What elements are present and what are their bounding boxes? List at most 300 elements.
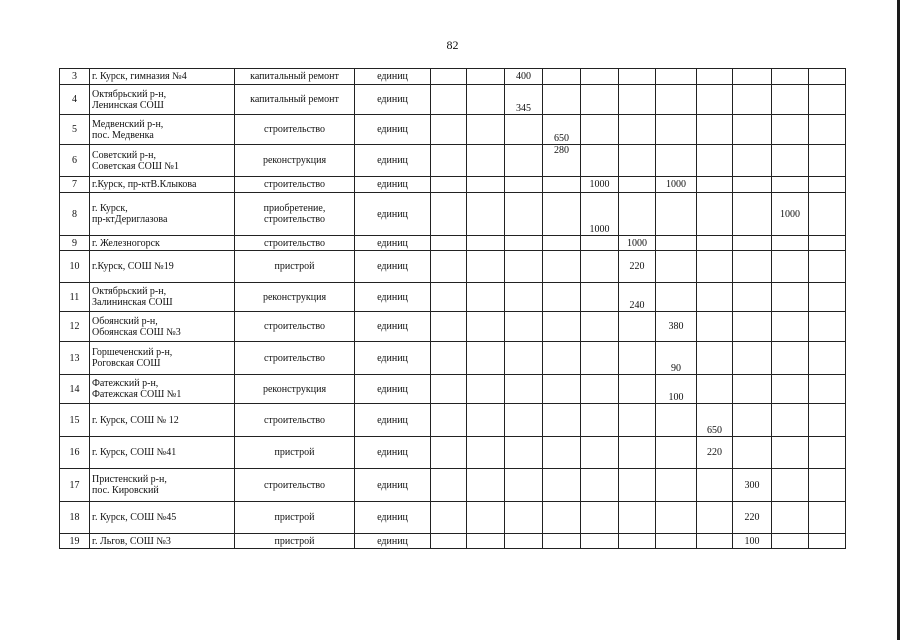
value-cell <box>467 283 505 312</box>
value-cell <box>697 85 733 115</box>
table-row <box>60 236 846 251</box>
value-cell <box>772 115 809 145</box>
value-cell <box>809 283 846 312</box>
object-name-cell <box>90 177 235 193</box>
value-cell: 240 <box>619 283 656 312</box>
value-cell <box>733 85 772 115</box>
value-cell <box>697 145 733 177</box>
cell-text-line: г.Курск, СОШ №19 <box>92 261 174 272</box>
value-cell <box>772 469 809 502</box>
value-cell <box>431 177 467 193</box>
value-cell <box>431 193 467 236</box>
value-cell <box>505 437 543 469</box>
row-number-cell: 16 <box>60 437 90 469</box>
value-cell: 90 <box>656 342 697 375</box>
cell-text-line: капитальный ремонт <box>250 71 339 82</box>
cell-text-line: Обоянский р-н, <box>92 315 158 327</box>
value-cell <box>809 342 846 375</box>
work-type-cell <box>235 69 355 85</box>
value-cell <box>656 145 697 177</box>
cell-text-line: г. Курск, гимназия №4 <box>92 71 187 82</box>
row-number-cell: 18 <box>60 502 90 534</box>
value-cell <box>733 404 772 437</box>
unit-cell: единиц <box>355 469 431 502</box>
value-cell <box>619 115 656 145</box>
object-name-cell <box>90 193 235 236</box>
value-cell <box>656 193 697 236</box>
cell-text-line: г. Льгов, СОШ №3 <box>92 535 171 547</box>
cell-text-line: строительство <box>263 214 326 225</box>
cell-text-line: строительство <box>263 179 326 190</box>
table-row <box>60 85 846 115</box>
value-cell <box>772 375 809 404</box>
value-cell <box>733 437 772 469</box>
value-cell <box>581 115 619 145</box>
value-cell <box>656 469 697 502</box>
value-cell <box>431 69 467 85</box>
unit-cell: единиц <box>355 375 431 404</box>
work-type-cell <box>235 193 355 236</box>
value-cell <box>619 342 656 375</box>
cell-text-line: Фатежская СОШ №1 <box>92 389 182 400</box>
value-cell <box>543 375 581 404</box>
cell-text-line: Фатежский р-н, <box>92 378 159 389</box>
unit-cell: единиц <box>355 236 431 251</box>
row-number-cell: 19 <box>60 534 90 549</box>
page-number: 82 <box>446 38 459 52</box>
value-cell <box>656 437 697 469</box>
value-cell <box>619 437 656 469</box>
value-cell: 100 <box>656 375 697 404</box>
value-cell: 1000 <box>619 236 656 251</box>
value-cell <box>467 437 505 469</box>
row-number-cell: 6 <box>60 145 90 177</box>
value-cell <box>581 404 619 437</box>
value-cell: 220 <box>619 251 656 283</box>
cell-text-line: приобретение, <box>263 203 326 214</box>
unit-cell: единиц <box>355 251 431 283</box>
value-cell <box>733 283 772 312</box>
value-cell <box>543 469 581 502</box>
value-cell <box>467 251 505 283</box>
value-cell <box>772 404 809 437</box>
value-cell <box>505 193 543 236</box>
cell-text-line: Советский р-н, <box>92 149 156 161</box>
value-cell: 220 <box>733 502 772 534</box>
work-type-cell <box>235 312 355 342</box>
cell-text-line: пристрой <box>274 261 315 272</box>
value-cell: 280 <box>543 145 581 177</box>
value-cell <box>619 534 656 549</box>
value-cell <box>656 404 697 437</box>
value-cell <box>581 502 619 534</box>
table-row <box>60 251 846 283</box>
cell-text-line: строительство <box>263 237 326 249</box>
value-cell <box>431 437 467 469</box>
value-cell <box>581 145 619 177</box>
cell-text-line: Залининская СОШ <box>92 297 173 308</box>
value-cell <box>467 404 505 437</box>
value-cell <box>772 312 809 342</box>
value-cell: 1000 <box>581 193 619 236</box>
row-number-cell: 5 <box>60 115 90 145</box>
value-cell: 345 <box>505 85 543 115</box>
table-row <box>60 342 846 375</box>
value-cell <box>733 375 772 404</box>
value-cell <box>697 177 733 193</box>
value-cell <box>431 236 467 251</box>
object-name-cell <box>90 283 235 312</box>
value-cell <box>431 85 467 115</box>
cell-text-line: реконструкция <box>262 155 327 166</box>
work-type-cell <box>235 342 355 375</box>
value-cell <box>733 145 772 177</box>
value-cell <box>656 85 697 115</box>
cell-text-line: строительство <box>263 479 326 491</box>
value-cell <box>431 283 467 312</box>
cell-text-line: Октябрьский р-н, <box>92 88 167 100</box>
value-cell <box>733 236 772 251</box>
value-cell <box>809 502 846 534</box>
value-cell <box>467 69 505 85</box>
value-cell <box>619 469 656 502</box>
table-row <box>60 177 846 193</box>
value-cell <box>656 283 697 312</box>
value-cell <box>505 145 543 177</box>
cell-text-line: строительство <box>263 321 326 332</box>
value-cell <box>733 251 772 283</box>
unit-cell: единиц <box>355 283 431 312</box>
value-cell <box>656 534 697 549</box>
value-cell <box>581 236 619 251</box>
value-cell <box>467 342 505 375</box>
value-cell <box>431 404 467 437</box>
cell-text-line: г. Курск, СОШ №45 <box>92 512 177 523</box>
row-number-cell: 12 <box>60 312 90 342</box>
value-cell <box>809 375 846 404</box>
value-cell <box>697 375 733 404</box>
value-cell <box>467 375 505 404</box>
table-row <box>60 115 846 145</box>
value-cell <box>619 145 656 177</box>
value-cell: 400 <box>505 69 543 85</box>
unit-cell: единиц <box>355 177 431 193</box>
value-cell <box>543 69 581 85</box>
value-cell <box>697 115 733 145</box>
work-type-cell <box>235 236 355 251</box>
table-row <box>60 437 846 469</box>
value-cell <box>733 342 772 375</box>
cell-text-line: Советская СОШ №1 <box>92 160 179 172</box>
value-cell <box>733 69 772 85</box>
value-cell: 300 <box>733 469 772 502</box>
value-cell <box>505 502 543 534</box>
value-cell <box>581 375 619 404</box>
value-cell <box>505 534 543 549</box>
value-cell <box>543 193 581 236</box>
value-cell <box>772 236 809 251</box>
value-cell <box>772 342 809 375</box>
value-cell <box>772 251 809 283</box>
value-cell <box>619 177 656 193</box>
value-cell <box>809 69 846 85</box>
value-cell <box>581 251 619 283</box>
object-name-cell <box>90 404 235 437</box>
value-cell <box>809 404 846 437</box>
cell-text-line: Пристенский р-н, <box>92 474 167 485</box>
value-cell <box>697 534 733 549</box>
value-cell <box>543 404 581 437</box>
work-type-cell <box>235 115 355 145</box>
row-number-cell: 10 <box>60 251 90 283</box>
value-cell <box>619 69 656 85</box>
value-cell <box>656 115 697 145</box>
value-cell: 1000 <box>656 177 697 193</box>
cell-text-line: реконструкция <box>262 383 327 395</box>
page-edge-line <box>897 0 900 640</box>
value-cell <box>467 236 505 251</box>
object-name-cell <box>90 236 235 251</box>
value-cell <box>581 69 619 85</box>
value-cell <box>543 312 581 342</box>
value-cell <box>543 236 581 251</box>
unit-cell: единиц <box>355 312 431 342</box>
value-cell: 650 <box>697 404 733 437</box>
object-name-cell <box>90 342 235 375</box>
value-cell <box>809 145 846 177</box>
cell-text-line: г. Курск, СОШ №41 <box>92 447 177 458</box>
table-row <box>60 404 846 437</box>
value-cell <box>697 251 733 283</box>
value-cell <box>581 342 619 375</box>
value-cell <box>733 177 772 193</box>
value-cell <box>467 312 505 342</box>
cell-text-line: строительство <box>263 124 326 135</box>
value-cell <box>543 534 581 549</box>
value-cell <box>467 115 505 145</box>
value-cell <box>656 236 697 251</box>
cell-text-line: г. Курск, <box>92 203 128 214</box>
value-cell <box>733 193 772 236</box>
value-cell <box>809 534 846 549</box>
value-cell <box>581 283 619 312</box>
object-name-cell <box>90 534 235 549</box>
value-cell <box>809 251 846 283</box>
value-cell <box>543 342 581 375</box>
value-cell <box>505 375 543 404</box>
value-cell <box>697 236 733 251</box>
object-name-cell <box>90 437 235 469</box>
cell-text-line: Горшеченский р-н, <box>92 347 173 358</box>
value-cell <box>543 283 581 312</box>
value-cell <box>431 534 467 549</box>
value-cell <box>697 502 733 534</box>
cell-text-line: Медвенский р-н, <box>92 118 164 130</box>
value-cell <box>543 437 581 469</box>
value-cell <box>467 469 505 502</box>
value-cell <box>772 177 809 193</box>
value-cell <box>772 145 809 177</box>
value-cell <box>772 85 809 115</box>
work-type-cell <box>235 502 355 534</box>
value-cell <box>697 69 733 85</box>
cell-text-line: г. Курск, СОШ № 12 <box>92 414 179 426</box>
value-cell <box>467 502 505 534</box>
cell-text-line: пристрой <box>274 447 315 458</box>
cell-text-line: строительство <box>263 414 326 426</box>
cell-text-line: Ленинская СОШ <box>92 99 164 111</box>
value-cell <box>697 283 733 312</box>
value-cell: 100 <box>733 534 772 549</box>
unit-cell: единиц <box>355 437 431 469</box>
table-row <box>60 193 846 236</box>
value-cell <box>809 312 846 342</box>
value-cell <box>733 115 772 145</box>
cell-text-line: капитальный ремонт <box>250 94 339 105</box>
row-number-cell: 9 <box>60 236 90 251</box>
row-number-cell: 3 <box>60 69 90 85</box>
object-name-cell <box>90 469 235 502</box>
value-cell <box>431 342 467 375</box>
work-type-cell <box>235 177 355 193</box>
cell-text-line: Обоянская СОШ №3 <box>92 326 181 338</box>
unit-cell: единиц <box>355 69 431 85</box>
value-cell <box>697 469 733 502</box>
value-cell <box>505 177 543 193</box>
cell-text-line: Роговская СОШ <box>92 358 161 369</box>
unit-cell: единиц <box>355 502 431 534</box>
value-cell <box>505 283 543 312</box>
cell-text-line: пос. Кировский <box>92 485 159 496</box>
value-cell <box>543 251 581 283</box>
cell-text-line: г. Железногорск <box>92 237 160 249</box>
value-cell <box>581 534 619 549</box>
value-cell <box>505 251 543 283</box>
cell-text-line: строительство <box>263 352 326 364</box>
work-type-cell <box>235 283 355 312</box>
value-cell <box>581 312 619 342</box>
value-cell: 1000 <box>772 193 809 236</box>
value-cell <box>467 534 505 549</box>
cell-text-line: пристрой <box>274 512 315 523</box>
row-number-cell: 7 <box>60 177 90 193</box>
value-cell <box>809 469 846 502</box>
unit-cell: единиц <box>355 404 431 437</box>
table-row <box>60 375 846 404</box>
value-cell <box>431 502 467 534</box>
value-cell <box>809 193 846 236</box>
work-type-cell <box>235 251 355 283</box>
table-row <box>60 534 846 549</box>
cell-text-line: реконструкция <box>262 291 327 303</box>
row-number-cell: 4 <box>60 85 90 115</box>
table-row <box>60 469 846 502</box>
work-type-cell <box>235 437 355 469</box>
object-name-cell <box>90 375 235 404</box>
cell-text-line: пос. Медвенка <box>92 129 154 141</box>
value-cell <box>505 404 543 437</box>
value-cell <box>619 404 656 437</box>
value-cell <box>431 375 467 404</box>
work-type-cell <box>235 404 355 437</box>
value-cell <box>505 115 543 145</box>
value-cell <box>505 312 543 342</box>
value-cell <box>697 342 733 375</box>
object-name-cell <box>90 69 235 85</box>
row-number-cell: 17 <box>60 469 90 502</box>
unit-cell: единиц <box>355 193 431 236</box>
value-cell <box>543 85 581 115</box>
value-cell <box>809 177 846 193</box>
work-type-cell <box>235 85 355 115</box>
table-body <box>60 69 846 549</box>
cell-text-line: пристрой <box>274 535 315 547</box>
value-cell <box>581 469 619 502</box>
value-cell <box>697 312 733 342</box>
value-cell: 220 <box>697 437 733 469</box>
work-type-cell <box>235 375 355 404</box>
unit-cell: единиц <box>355 115 431 145</box>
unit-cell: единиц <box>355 342 431 375</box>
schools-table <box>59 68 846 549</box>
value-cell <box>431 469 467 502</box>
value-cell: 650 <box>543 115 581 145</box>
value-cell <box>431 251 467 283</box>
object-name-cell <box>90 145 235 177</box>
object-name-cell <box>90 85 235 115</box>
work-type-cell <box>235 534 355 549</box>
value-cell: 1000 <box>581 177 619 193</box>
value-cell <box>431 145 467 177</box>
value-cell <box>543 502 581 534</box>
value-cell <box>505 469 543 502</box>
value-cell <box>581 437 619 469</box>
table-row <box>60 312 846 342</box>
object-name-cell <box>90 251 235 283</box>
value-cell <box>619 312 656 342</box>
value-cell <box>543 177 581 193</box>
cell-text-line: пр-ктДериглазова <box>92 214 168 225</box>
object-name-cell <box>90 115 235 145</box>
value-cell <box>772 283 809 312</box>
row-number-cell: 13 <box>60 342 90 375</box>
value-cell <box>809 85 846 115</box>
value-cell <box>431 115 467 145</box>
value-cell <box>467 193 505 236</box>
table-row <box>60 502 846 534</box>
table-row <box>60 69 846 85</box>
value-cell <box>619 375 656 404</box>
value-cell <box>809 437 846 469</box>
value-cell <box>656 502 697 534</box>
value-cell <box>431 312 467 342</box>
object-name-cell <box>90 312 235 342</box>
value-cell <box>467 85 505 115</box>
value-cell <box>772 534 809 549</box>
row-number-cell: 14 <box>60 375 90 404</box>
unit-cell: единиц <box>355 145 431 177</box>
value-cell <box>467 177 505 193</box>
value-cell <box>581 85 619 115</box>
value-cell <box>505 342 543 375</box>
work-type-cell <box>235 145 355 177</box>
table-row <box>60 283 846 312</box>
value-cell <box>772 502 809 534</box>
value-cell <box>619 193 656 236</box>
row-number-cell: 15 <box>60 404 90 437</box>
table-row <box>60 145 846 177</box>
value-cell <box>733 312 772 342</box>
